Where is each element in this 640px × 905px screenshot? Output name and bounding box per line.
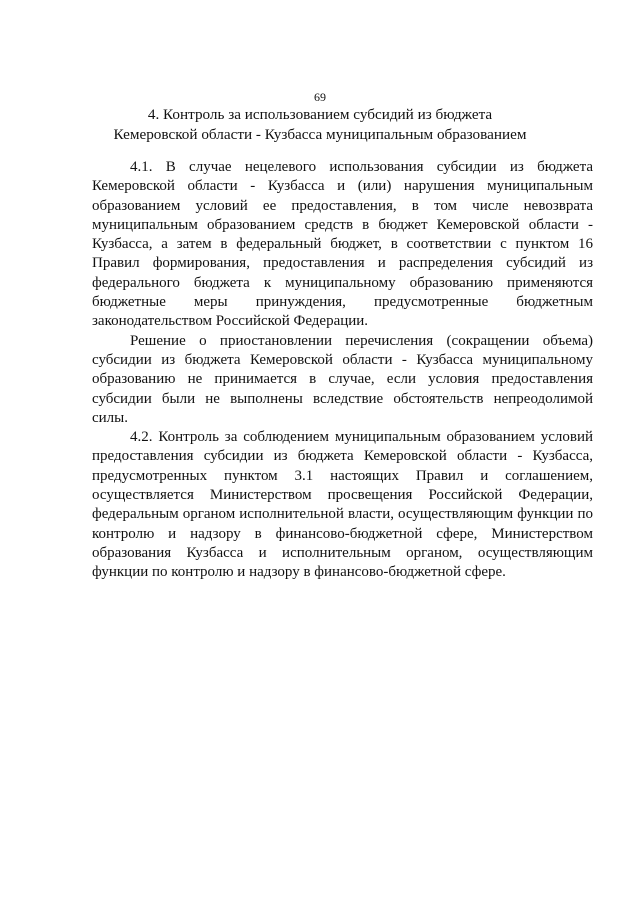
- paragraph-4-1: 4.1. В случае нецелевого использования субсидии из бюджета Кемеровской области - Кузбасса и (или) нарушения муниципальным образованием условий ее предоставления, в том числе невозврата муниципальным образованием средств в бюджет Кемеровской области - Кузбасса, а затем в федеральный бюджет, в соответствии с пунктом 16 Правил формирования, предоставления и распределения субсидий из федерального бюджета к муниципальному образованию применяются бюджетные меры принуждения, предусмотренные бюджетным законодательством Российской Федерации.: [92, 159, 593, 330]
- page-number: 69: [314, 90, 326, 104]
- section-body: [92, 158, 593, 583]
- section-heading-line-1: 4. Контроль за использованием субсидий из бюджета: [147, 106, 493, 123]
- section-heading: [0, 105, 640, 145]
- section-heading-line-2: Кемеровской области - Кузбасса муниципальным образованием: [113, 126, 527, 143]
- paragraph-suspension-decision: Решение о приостановлении перечисления (сокращении объема) субсидии из бюджета Кемеровской области - Кузбасса муниципальному образованию не принимается в случае, если условия предоставления субсидии были не выполнены вследствие обстоятельств непреодолимой силы.: [92, 332, 593, 426]
- paragraph-4-2: 4.2. Контроль за соблюдением муниципальным образованием условий предоставления субсидии из бюджета Кемеровской области - Кузбасса, предусмотренных пунктом 3.1 настоящих Правил и соглашением, осуществляется Министерством просвещения Российской Федерации, федеральным органом исполнительной власти, осуществляющим функции по контролю и надзору в финансово-бюджетной сфере, Министерством образования Кузбасса и исполнительным органом, осуществляющим функции по контролю и надзору в финансово-бюджетной сфере.: [92, 429, 593, 581]
